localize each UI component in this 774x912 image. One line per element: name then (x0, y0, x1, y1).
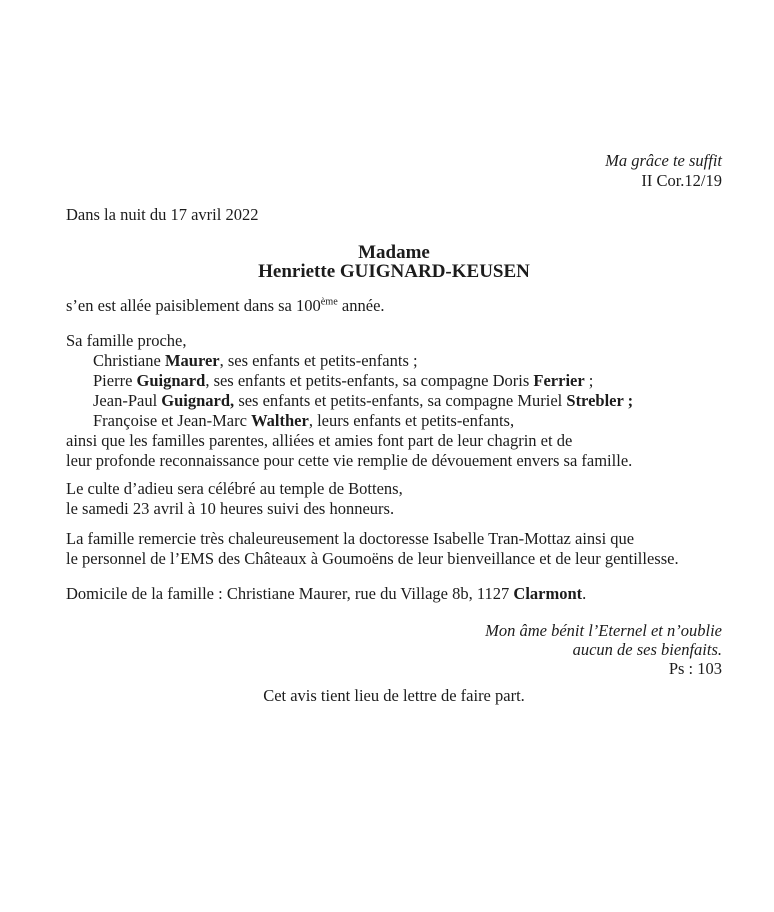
family-member-text: ; (584, 371, 594, 390)
service-line: le samedi 23 avril à 10 heures suivi des honneurs. (66, 499, 395, 518)
family-section (66, 331, 722, 471)
farewell-notice: Cet avis tient lieu de lettre de faire part. (263, 686, 525, 705)
family-closing-line: ainsi que les familles parentes, alliées et amies font part de leur chagrin et de (66, 431, 573, 450)
family-member-line (66, 351, 722, 371)
family-closing-line: leur profonde reconnaissance pour cette vie remplie de dévouement envers sa famille. (66, 451, 633, 470)
family-member-surname: Guignard (136, 371, 206, 390)
family-member-line (66, 391, 722, 411)
deceased-title: Madame (358, 242, 430, 263)
family-member-text: Christiane (93, 351, 165, 370)
thanks-line: le personnel de l’EMS des Châteaux à Goumoëns de leur bienveillance et de leur gentillesse. (66, 549, 679, 568)
deceased-name: Henriette GUIGNARD-KEUSEN (258, 261, 530, 282)
epigraph-reference: II Cor.12/19 (641, 171, 722, 190)
family-member-text: Jean-Paul (93, 391, 162, 410)
family-member-surname: Guignard, (161, 391, 235, 410)
closing-quote-line: aucun de ses bienfaits. (572, 640, 722, 659)
date-line: Dans la nuit du 17 avril 2022 (66, 205, 259, 224)
residence-line (66, 584, 722, 604)
family-member-surname: Maurer (164, 351, 220, 370)
family-member-text: , leurs enfants et petits-enfants, (308, 411, 515, 430)
thanks-section (66, 529, 722, 569)
family-member-surname: Walther (251, 411, 309, 430)
residence-city: Clarmont (513, 584, 583, 603)
family-member-text: , ses enfants et petits-enfants ; (219, 351, 418, 370)
passing-ordinal-superscript: ème (320, 296, 338, 308)
family-member-surname: Strebler ; (566, 391, 634, 410)
residence-text-post: . (582, 584, 587, 603)
passing-line (66, 296, 722, 316)
epigraph-quote: Ma grâce te suffit (605, 151, 722, 170)
family-intro: Sa famille proche, (66, 331, 187, 350)
deceased-title-block (66, 243, 722, 281)
family-member-text: , ses enfants et petits-enfants, sa compagne Doris (205, 371, 534, 390)
service-section (66, 479, 722, 519)
passing-text-post: année. (337, 296, 385, 315)
epigraph (66, 151, 722, 191)
family-member-text: ses enfants et petits-enfants, sa compagne Muriel (234, 391, 567, 410)
family-member-text: Pierre (93, 371, 137, 390)
passing-text-pre: s’en est allée paisiblement dans sa 100 (66, 296, 321, 315)
family-member-line (66, 371, 722, 391)
closing-quote (66, 621, 722, 678)
closing-quote-line: Mon âme bénit l’Eternel et n’oublie (485, 621, 722, 640)
thanks-line: La famille remercie très chaleureusement la doctoresse Isabelle Tran-Mottaz ainsi que (66, 529, 635, 548)
psalm-reference: Ps : 103 (668, 659, 722, 678)
family-member-text: Françoise et Jean-Marc (93, 411, 252, 430)
family-member-surname: Ferrier (533, 371, 585, 390)
service-line: Le culte d’adieu sera célébré au temple de Bottens, (66, 479, 403, 498)
family-member-line (66, 411, 722, 431)
residence-text: Domicile de la famille : Christiane Maurer, rue du Village 8b, 1127 (66, 584, 514, 603)
